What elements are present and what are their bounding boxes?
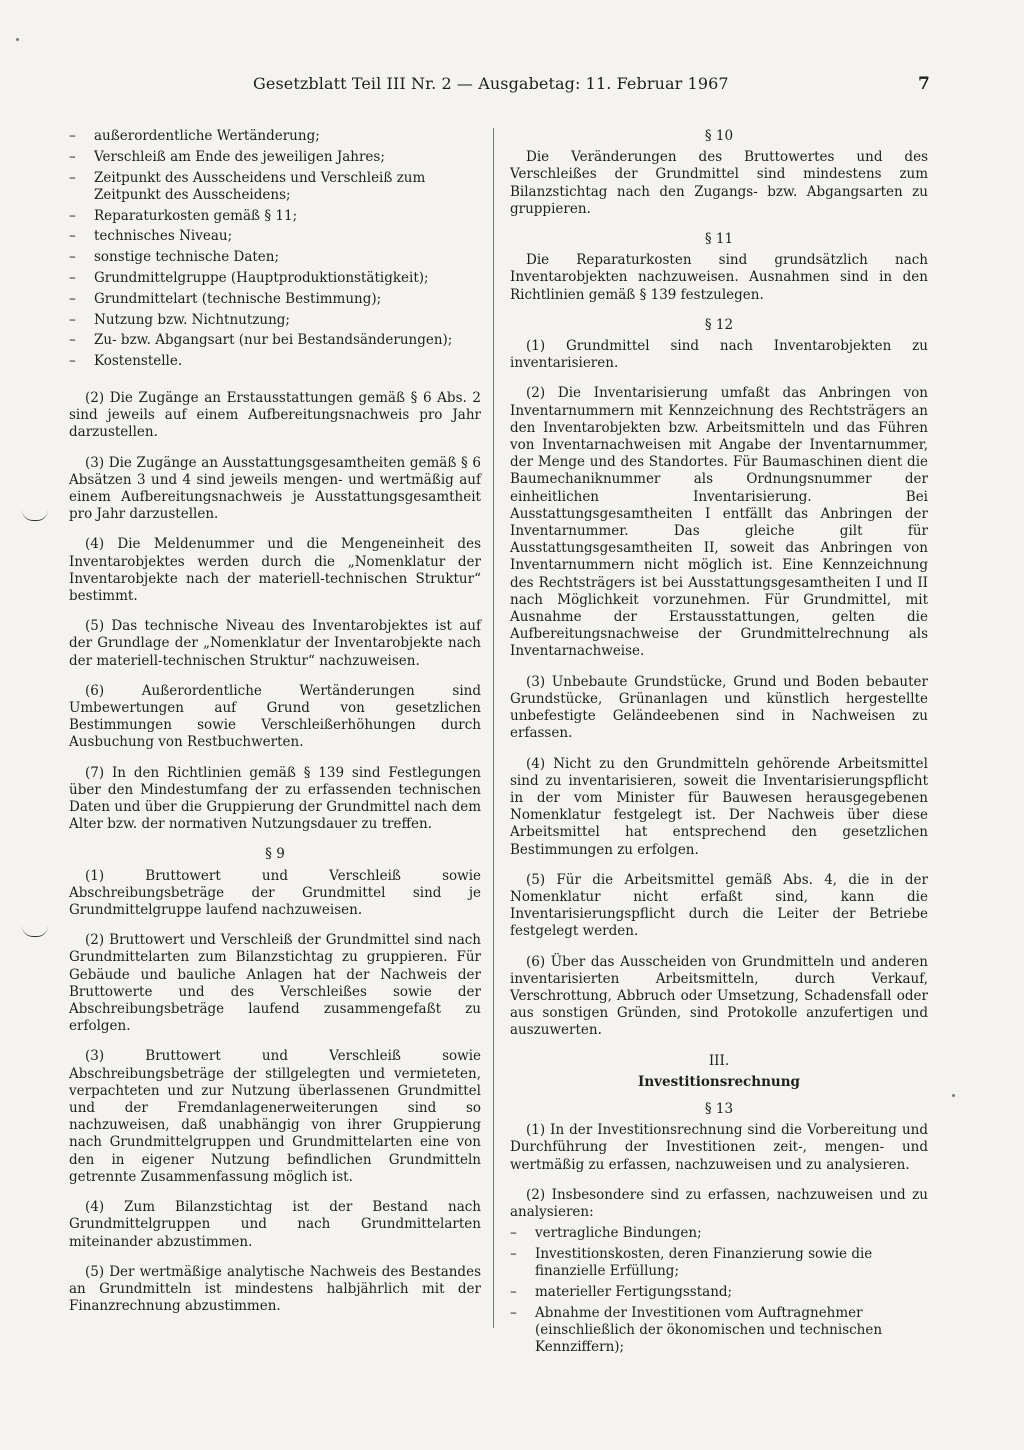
analysis-list xyxy=(510,1225,928,1356)
gazette-title: Gesetzblatt Teil III Nr. 2 — Ausgabetag: 11. Februar 1967 xyxy=(253,74,729,93)
paragraph: Die Veränderungen des Bruttowertes und des Verschleißes der Grundmittel sind mindestens zum Bilanzstichtag nach den Zugangs- bzw. Abgangsarten zu gruppieren. xyxy=(510,149,928,217)
left-column xyxy=(69,128,481,1328)
list-item: – vertragliche Bindungen; xyxy=(510,1225,928,1242)
paragraph: (2) Insbesondere sind zu erfassen, nachzuweisen und zu analysieren: xyxy=(510,1186,928,1220)
section-title: § 11 xyxy=(704,231,734,248)
list-item: – Zu- bzw. Abgangsart (nur bei Bestandsänderungen); xyxy=(69,332,481,349)
section-title: § 9 xyxy=(265,846,285,863)
paragraph: (7) In den Richtlinien gemäß § 139 sind Festlegungen über den Mindestumfang der zu erfassenden technischen Daten und über die Gruppierung der Grundmittel nach dem Alter bzw. der normativen Nutzungsdauer zu treffen. xyxy=(69,764,481,833)
list-item: – Reparaturkosten gemäß § 11; xyxy=(69,208,481,225)
paragraph: (6) Außerordentliche Wertänderungen sind Umbewertungen auf Grund von gesetzlichen Bestimmungen sowie Verschleißerhöhungen durch Ausbuchung von Restbuchwerten. xyxy=(69,682,481,751)
list-item: – technisches Niveau; xyxy=(69,228,481,245)
paragraph: (1) Grundmittel sind nach Inventarobjekten zu inventarisieren. xyxy=(510,338,928,372)
scan-speck xyxy=(16,38,19,41)
paragraph: (1) Bruttowert und Verschleiß sowie Abschreibungsbeträge der Grundmittel sind je Grundmittelgruppe laufend nachzuweisen. xyxy=(69,867,481,919)
paragraph: (3) Die Zugänge an Ausstattungsgesamtheiten gemäß § 6 Absätzen 3 und 4 sind jeweils mengen- und wertmäßig auf einem Aufbereitungsnachweis je Ausstattungsgesamtheit pro Jahr darzustellen. xyxy=(69,454,481,523)
paragraph: (2) Die Inventarisierung umfaßt das Anbringen von Inventarnummern mit Kennzeichnung des Rechtsträgers an den Inventarobjekten bzw. Arbeitsmitteln und das Führen von Inventarnachweisen mit Angabe der Inventarnummer, der Menge und des Standortes. Für Baumaschinen dient die Baumechaniknummer als Ordnungsnummer der einheitlichen Inventarisierung. Bei Ausstattungsgesamtheiten I entfällt das Anbringen der Inventarnummer. Das gleiche gilt für Ausstattungsgesamtheiten II, soweit das Anbringen von Inventarnummern nicht möglich ist. Eine Kennzeichnung des Rechtsträgers ist bei Ausstattungsgesamtheiten I und II nach Möglichkeit vorzunehmen. Für Grundmittel, mit Ausnahme der Erstausstattungen, gelten die Aufbereitungsnachweise der Grundmittelrechnung als Inventarnachweise. xyxy=(510,385,928,660)
attribute-list xyxy=(69,128,481,370)
list-item: – Investitionskosten, deren Finanzierung sowie die finanzielle Erfüllung; xyxy=(510,1246,928,1280)
part-heading: Investitionsrechnung xyxy=(638,1073,800,1090)
column-divider xyxy=(493,128,494,1328)
list-item: – Grundmittelgruppe (Hauptproduktionstätigkeit); xyxy=(69,270,481,287)
scan-speck xyxy=(952,1094,955,1097)
part-number: III. xyxy=(708,1052,730,1069)
list-item: – außerordentliche Wertänderung; xyxy=(69,128,481,145)
paragraph: (3) Bruttowert und Verschleiß sowie Abschreibungsbeträge der stillgelegten und vermieteten, verpachteten und zur Nutzung überlassenen Grundmittel und der Fremdanlagenerweiterungen sind so nachzuweisen, daß unabhängig von ihrer Gruppierung nach Grundmittelgruppen und Grundmittelarten eine von den in eigener Nutzung befindlichen Grundmitteln getrennte Zusammenfassung möglich ist. xyxy=(69,1048,481,1185)
paragraph: (4) Die Meldenummer und die Mengeneinheit des Inventarobjektes werden durch die „Nomenklatur der Inventarobjekte nach der materiell-technischen Struktur“ bestimmt. xyxy=(69,536,481,604)
list-item: – Nutzung bzw. Nichtnutzung; xyxy=(69,312,481,329)
paragraph: (2) Die Zugänge an Erstausstattungen gemäß § 6 Abs. 2 sind jeweils auf einem Aufbereitungsnachweis pro Jahr darzustellen. xyxy=(69,389,481,441)
paragraph: Die Reparaturkosten sind grundsätzlich nach Inventarobjekten nachzuweisen. Ausnahmen sind in den Richtlinien gemäß § 139 festzulegen. xyxy=(510,252,928,303)
paragraph: (4) Zum Bilanzstichtag ist der Bestand nach Grundmittelgruppen und nach Grundmittelarten miteinander abzustimmen. xyxy=(69,1199,481,1250)
margin-pencil-mark xyxy=(22,510,48,521)
paragraph: (5) Der wertmäßige analytische Nachweis des Bestandes an Grundmitteln ist mindestens halbjährlich mit der Finanzrechnung abzustimmen. xyxy=(69,1263,481,1315)
list-item: – sonstige technische Daten; xyxy=(69,249,481,266)
section-title: § 12 xyxy=(704,316,734,333)
list-item: – Kostenstelle. xyxy=(69,353,481,370)
paragraph: (3) Unbebaute Grundstücke, Grund und Boden bebauter Grundstücke, Grünanlagen und künstlich hergestellte unbefestigte Geländeebenen sind in Nachweisen zu erfassen. xyxy=(510,673,928,742)
paragraph: (1) In der Investitionsrechnung sind die Vorbereitung und Durchführung der Investitionen zeit-, mengen- und wertmäßig zu erfassen, nachzuweisen und zu analysieren. xyxy=(510,1122,928,1173)
list-item: – Zeitpunkt des Ausscheidens und Verschleiß zum Zeitpunkt des Ausscheidens; xyxy=(69,170,481,204)
paragraph: (2) Bruttowert und Verschleiß der Grundmittel sind nach Grundmittelarten zum Bilanzstichtag zu gruppieren. Für Gebäude und bauliche Anlagen hat der Nachweis der Bruttowerte und des Verschleißes sowie der Abschreibungsbeträge laufend zusammengefaßt zu erfolgen. xyxy=(69,932,481,1035)
list-item: – materieller Fertigungsstand; xyxy=(510,1284,928,1301)
list-item: – Verschleiß am Ende des jeweiligen Jahres; xyxy=(69,149,481,166)
page-number: 7 xyxy=(918,74,930,94)
page-header xyxy=(0,74,1024,100)
right-column xyxy=(510,128,928,1360)
paragraph: (5) Das technische Niveau des Inventarobjektes ist auf der Grundlage der „Nomenklatur der Inventarobjekte nach der materiell-technischen Struktur“ nachzuweisen. xyxy=(69,618,481,669)
list-item: – Abnahme der Investitionen vom Auftragnehmer (einschließlich der ökonomischen und technischen Kennziffern); xyxy=(510,1305,928,1357)
paragraph: (6) Über das Ausscheiden von Grundmitteln und anderen inventarisierten Arbeitsmitteln, durch Verkauf, Verschrottung, Abbruch oder Umsetzung, Schadensfall oder aus sonstigen Gründen, sind Protokolle anzufertigen und auszuwerten. xyxy=(510,953,928,1039)
margin-pencil-mark xyxy=(22,926,48,937)
paragraph: (5) Für die Arbeitsmittel gemäß Abs. 4, die in der Nomenklatur nicht erfaßt sind, kann die Inventarisierungspflicht durch die Leiter der Betriebe festgelegt werden. xyxy=(510,871,928,940)
list-item: – Grundmittelart (technische Bestimmung); xyxy=(69,291,481,308)
paragraph: (4) Nicht zu den Grundmitteln gehörende Arbeitsmittel sind zu inventarisieren, soweit die Inventarisierungspflicht in der vom Minister für Bauwesen herausgegebenen Nomenklatur festgelegt ist. Der Nachweis über diese Arbeitsmittel hat entsprechend den gesetzlichen Bestimmungen zu erfolgen. xyxy=(510,755,928,858)
section-title: § 13 xyxy=(704,1100,734,1117)
section-title: § 10 xyxy=(704,128,734,144)
